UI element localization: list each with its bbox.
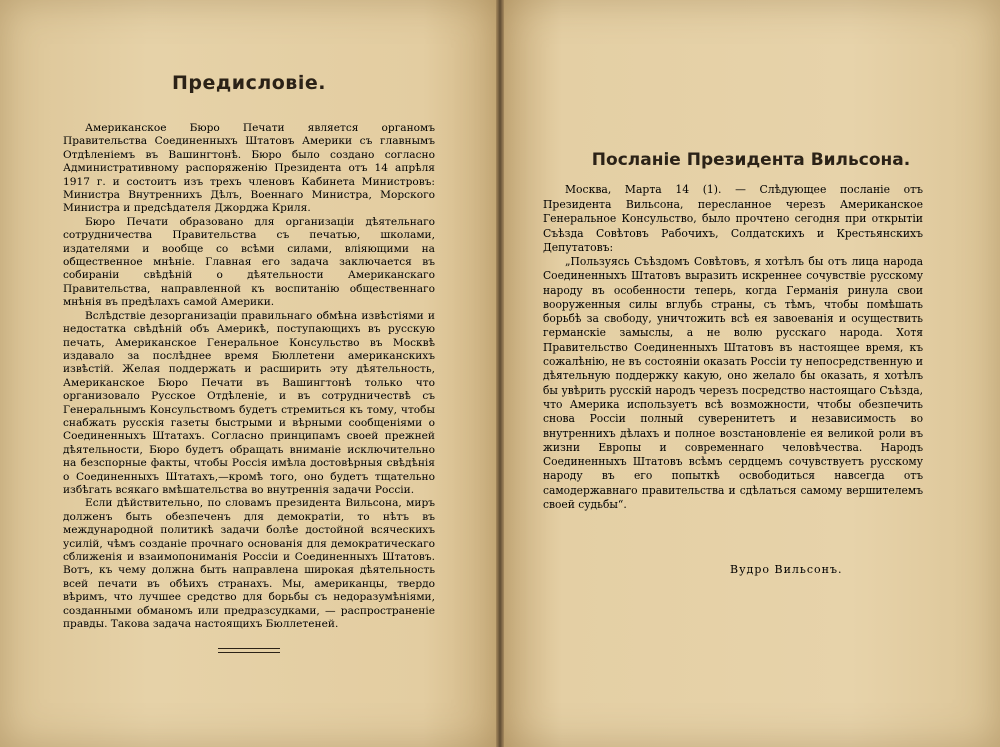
preface-text: [63, 122, 435, 631]
preface-paragraph-4: Если дѣйствительно, по словамъ президента Вильсона, миръ долженъ быть обезпеченъ для демократіи, то нѣтъ въ международной политикѣ задачи болѣе достойной всяческихъ усилій, чѣмъ созданіе прочнаго основанія для демократическаго сближенія и взаимопониманія Россіи и Соединенныхъ Штатовъ. Вотъ, къ чему должна быть направлена широкая дѣятельность всей печати въ обѣихъ странахъ. Мы, американцы, твердо вѣримъ, что лучшее средство для борьбы съ недоразумѣніями, созданными обманомъ или предразсудками, — распространеніе правды. Такова задача настоящихъ Бюллетеней.: [63, 497, 435, 631]
preface-paragraph-2: Бюро Печати образовано для организаціи дѣятельнаго сотрудничества Правительства съ печатью, школами, издателями и вообще со всѣми силами, вліяющими на общественное мнѣніе. Главная его задача заключается въ собираніи свѣдѣній о дѣятельности Американскаго Правительства, направленной къ воспитанію общественнаго мнѣнія въ предѣлахъ самой Америки.: [63, 215, 435, 309]
message-intro: [543, 183, 923, 256]
right-page-title: Посланіе Президента Вильсона.: [591, 150, 911, 170]
book-gutter: [496, 0, 504, 747]
message-body-paragraph: „Пользуясь Съѣздомъ Совѣтовъ, я хотѣлъ бы отъ лица народа Соединенныхъ Штатовъ выразить искреннее сочувствіе русскому народу въ особенности теперь, когда Германія ринула свои вооруженныя силы вглубь страны, съ тѣмъ, чтобы помѣшать борьбѣ за свободу, уничтожить всѣ ея завоеванія и осуществить германскіе замыслы, а не волю русскаго народа. Хотя Правительство Соединенныхъ Штатовъ въ настоящее время, къ сожалѣнію, не въ состояніи оказать Россіи ту непосредственную и дѣятельную поддержку какую, оно желало бы оказать, я хотѣлъ бы увѣрить русскій народъ черезъ посредство настоящаго Съѣзда, что Америка используетъ всѣ возможности, чтобы обезпечить снова Россіи полный суверенитетъ и независимость во внутреннихъ дѣлахъ и полное возстановленіе ея великой роли въ жизни Европы и современнаго человѣчества. Народъ Соединенныхъ Штатовъ всѣмъ сердцемъ сочувствуетъ русскому народу въ его попыткѣ освободиться навсегда отъ самодержавнаго правительства и сдѣлаться самому вершителемъ своей судьбы“.: [543, 255, 923, 512]
message-body: [543, 255, 923, 512]
preface-paragraph-3: Вслѣдствіе дезорганизаціи правильнаго обмѣна извѣстіями и недостатка свѣдѣній объ Америкѣ, поступающихъ въ русскую печать, Американское Генеральное Консульство въ Москвѣ издавало за послѣднее время Бюллетени американскихъ извѣстій. Желая поддержать и расширить эту дѣятельность, Американское Бюро Печати въ Вашингтонѣ только что организовало Русское Отдѣленіе, и въ сотрудничествѣ съ Генеральнымъ Консульствомъ будетъ стремиться къ тому, чтобы снабжать русскія газеты быстрыми и вѣрными сообщеніями о Соединенныхъ Штатахъ. Согласно принципамъ своей прежней дѣятельности, Бюро будетъ обращать вниманіе исключительно на безспорные факты, чтобы Россія имѣла достовѣрныя свѣдѣнія о Соединенныхъ Штатахъ,—кромѣ того, оно будетъ тщательно избѣгать всякаго вмѣшательства во внутреннія задачи Россіи.: [63, 309, 435, 496]
left-page-title: Предисловіе.: [172, 72, 326, 94]
ornamental-rule: [218, 648, 280, 653]
message-intro-paragraph: Москва, Марта 14 (1). — Слѣдующее посланіе отъ Президента Вильсона, пересланное черезъ Американское Генеральное Консульство, было прочтено сегодня при открытіи Съѣзда Совѣтовъ Рабочихъ, Солдатскихъ и Крестьянскихъ Депутатовъ:: [543, 183, 923, 254]
signature: Вудро Вильсонъ.: [730, 563, 843, 576]
preface-paragraph-1: Американское Бюро Печати является органомъ Правительства Соединенныхъ Штатовъ Америки съ главнымъ Отдѣленіемъ въ Вашингтонѣ. Бюро было создано согласно Административному распоряженію Президента отъ 14 апрѣля 1917 г. и состоитъ изъ трехъ членовъ Кабинета Министровъ: Министра Внутреннихъ Дѣлъ, Военнаго Министра, Морского Министра и предсѣдателя Джорджа Криля.: [63, 122, 435, 215]
